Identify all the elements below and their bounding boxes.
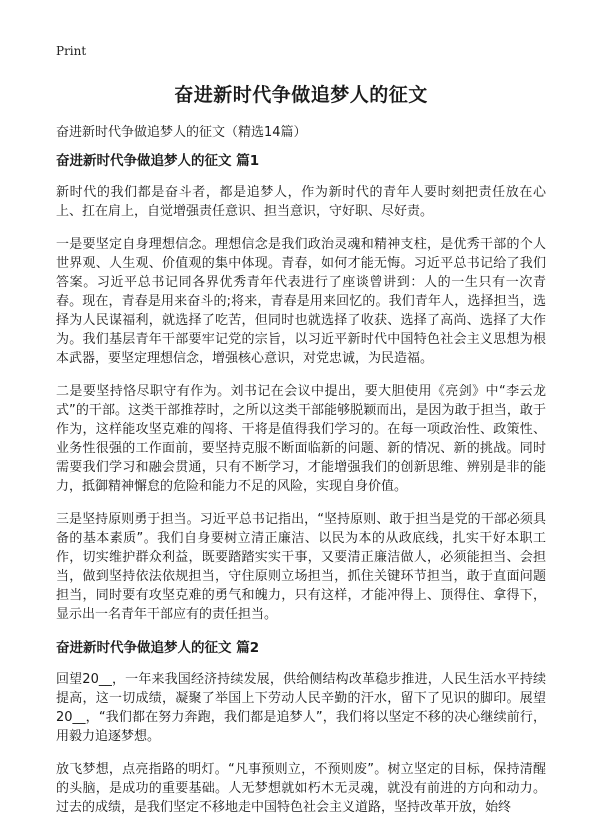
print-link[interactable]: Print: [56, 44, 87, 58]
essay-section-1: [56, 151, 546, 624]
section-heading: 奋进新时代争做追梦人的征文 篇1: [56, 153, 260, 169]
article-body: [56, 151, 546, 831]
essay-section-2: [56, 638, 546, 817]
paragraph: 放飞梦想，点亮指路的明灯。“凡事预则立，不预则废”。树立坚定的目标，保持清醒的头脑，是成功的重要基础。人无梦想就如朽木无灵魂，就没有前进的方向和动力。过去的成绩，是我们坚定不移地走中国特色社会主义道路，坚持改革开放，始终: [56, 762, 546, 815]
paragraph: 一是要坚定自身理想信念。理想信念是我们政治灵魂和精神支柱，是优秀干部的个人世界观、人生观、价值观的集中体现。青春，如何才能无悔。习近平总书记给了我们答案。习近平总书记同各界优秀青年代表进行了座谈曾讲到：人的一生只有一次青春。现在，青春是用来奋斗的;将来，青春是用来回忆的。我们青年人，选择担当，选择为人民谋福利，就选择了吃苦，但同时也就选择了收获、选择了高尚、选择了大作为。我们基层青年干部要牢记党的宗旨，以习近平新时代中国特色社会主义思想为根本武器，要坚定理想信念，增强核心意识，对党忠诚，为民造福。: [56, 237, 546, 366]
page-title: 奋进新时代争做追梦人的征文: [174, 84, 428, 106]
paragraph: 新时代的我们都是奋斗者，都是追梦人，作为新时代的青年人要时刻把责任放在心上、扛在肩上，自觉增强责任意识、担当意识，守好职、尽好责。: [56, 185, 546, 219]
paragraph: 二是要坚持恪尽职守有作为。刘书记在会议中提出，要大胆使用《亮剑》中“李云龙式”的干部。这类干部推荐时，之所以这类干部能够脱颖而出，是因为敢于担当，敢于作为，这样能攻坚克难的闯将、干将是值得我们学习的。在每一项政治性、政策性、业务性很强的工作面前，要坚持克服不断面临新的问题、新的情况、新的挑战。同时需要我们学习和融会贯通，只有不断学习，才能增强我们的创新思维、辨别是非的能力，抵御精神懈怠的危险和能力不足的风险，实现自身价值。: [56, 384, 546, 494]
page-subtitle: 奋进新时代争做追梦人的征文（精选14篇）: [56, 125, 307, 140]
section-heading: 奋进新时代争做追梦人的征文 篇2: [56, 640, 260, 656]
paragraph: 回望20__，一年来我国经济持续发展，供给侧结构改革稳步推进，人民生活水平持续提高，这一切成绩，凝聚了举国上下劳动人民辛勤的汗水，留下了见识的脚印。展望20__，“我们都在努力奔跑，我们都是追梦人”，我们将以坚定不移的决心继续前行，用毅力追逐梦想。: [56, 672, 546, 744]
paragraph: 三是坚持原则勇于担当。习近平总书记指出，“坚持原则、敢于担当是党的干部必须具备的基本素质”。我们自身要树立清正廉洁、以民为本的从政底线，扎实干好本职工作，切实维护群众利益，既要踏踏实实干事，又要清正廉洁做人，必须能担当、会担当，做到坚持依法依规担当，守住原则立场担当，抓住关键环节担当，敢于直面问题担当，同时要有攻坚克难的勇气和魄力，只有这样，才能冲得上、顶得住、拿得下，显示出一名青年干部应有的责任担当。: [56, 512, 546, 622]
